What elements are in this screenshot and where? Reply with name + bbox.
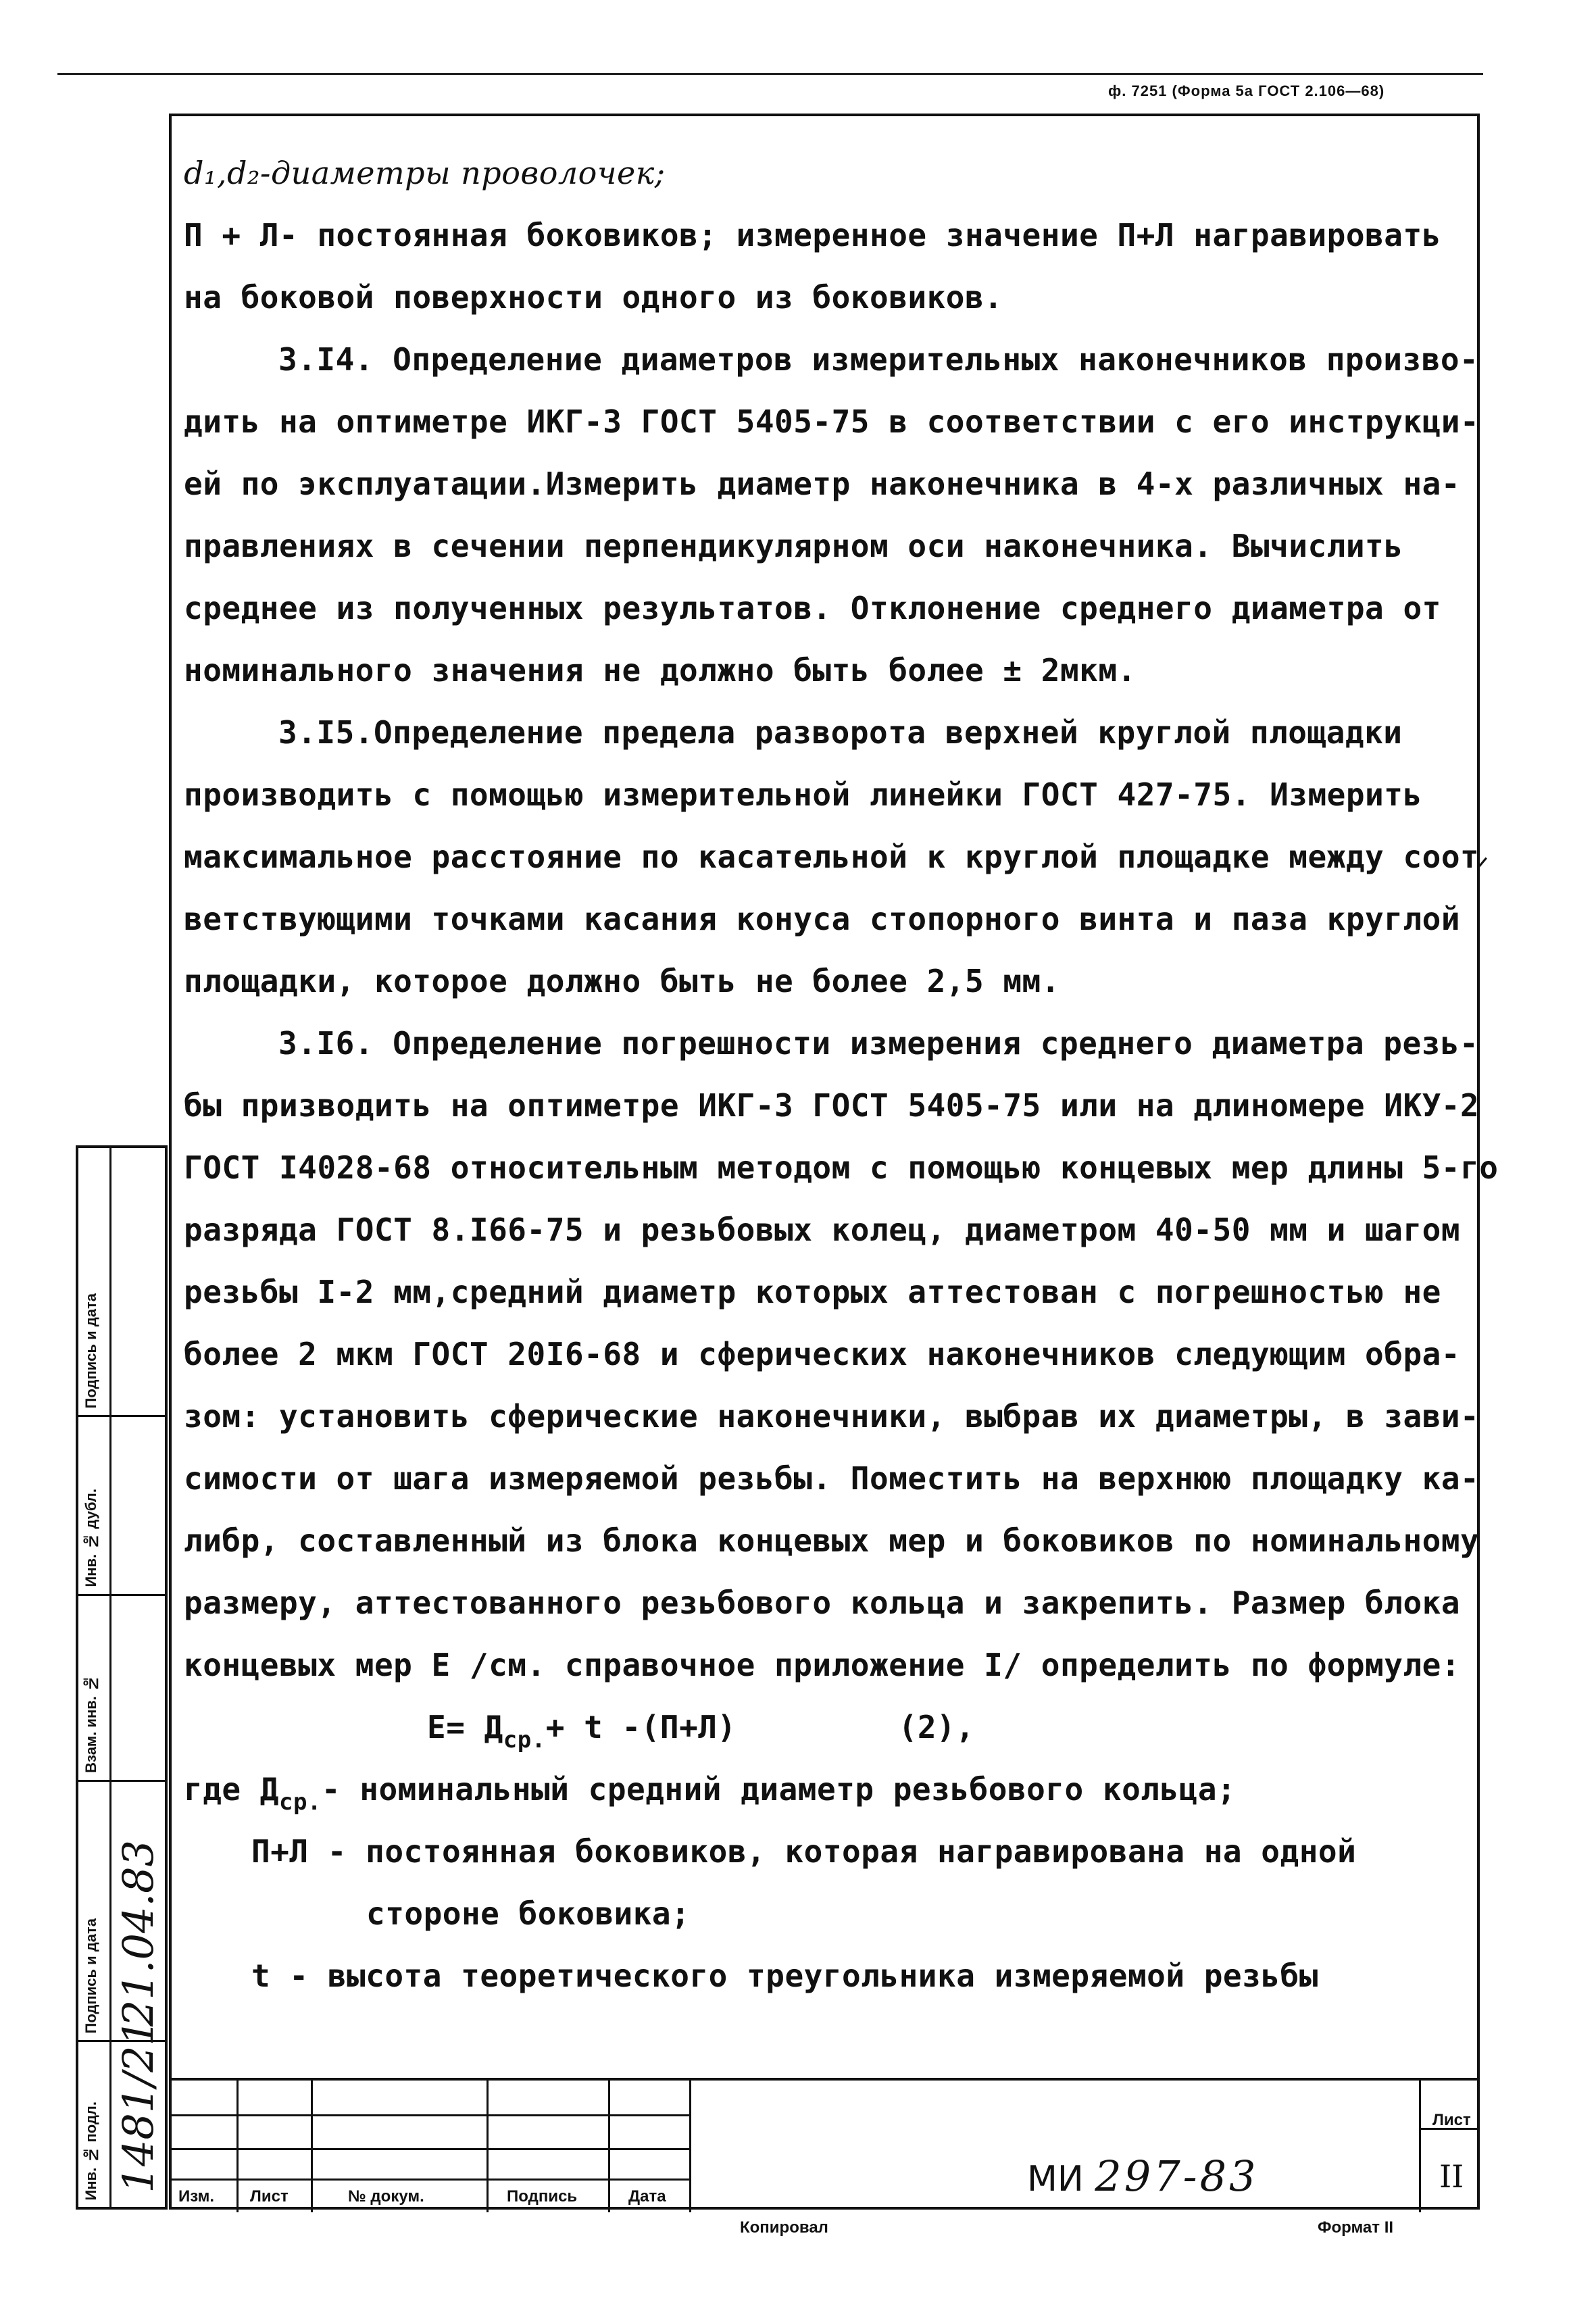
definition-height: t - высота теоретического треугольника измеряемой резьбы [251,1958,1318,1994]
text-line-15: 3.I6. Определение погрешности измерения среднего диаметра резь- [278,1025,1479,1062]
text-line-9: номинального значения не должно быть более ± 2мкм. [184,652,1137,689]
text-line-13: ветствующими точками касания конуса стопорного винта и паза круглой [184,901,1461,937]
text-line-10: 3.I5.Определение предела разворота верхней круглой площадки [278,714,1403,751]
text-line-20: более 2 мкм ГОСТ 20I6-68 и сферических наконечников следующим обра- [184,1336,1461,1372]
doc-prefix: МИ [1027,2159,1084,2199]
stamp-label: Инв. № дубл. [82,1489,99,1587]
tb-label-sign: Подпись [507,2187,578,2206]
sheet-label: Лист [1432,2111,1471,2129]
footer-copied: Копировал [740,2218,828,2237]
margin-stamp [76,1145,168,2210]
tb-row-line [169,2179,689,2181]
tb-col-line [1419,2081,1421,2212]
def1-subscript: ср. [278,1789,322,1816]
tb-col-line [487,2081,489,2212]
text-line-5: дить на оптиметре ИКГ-3 ГОСТ 5405-75 в соответствии с его инструкци- [184,403,1480,440]
def1-pre: где Д [184,1771,279,1808]
text-line-17: ГОСТ I4028-68 относительным методом с помощью концевых мер длины 5-го [184,1149,1499,1186]
text-line-23: либр, составленный из блока концевых мер и боковиков по номинальному [184,1522,1480,1559]
stamp-label: Инв. № подл. [82,2101,99,2200]
doc-number: 297-83 [1095,2151,1259,2201]
tb-label-doc: № докум. [348,2187,424,2206]
tb-label-change: Изм. [178,2187,215,2206]
text-line-6: ей по эксплуатации.Измерить диаметр наконечника в 4-х различных на- [184,466,1461,502]
tb-col-line [608,2081,610,2212]
formula-number: (2), [898,1709,975,1745]
text-line-16: бы призводить на оптиметре ИКГ-3 ГОСТ 5405-75 или на длиномере ИКУ-2 [184,1087,1480,1124]
form-label: ф. 7251 (Форма 5а ГОСТ 2.106—68) [1108,82,1385,99]
stamp-divider [109,1594,111,1780]
title-block [169,2078,1480,2212]
stamp-handwritten-inv: 1481/21 [114,2019,163,2193]
definition-diameter [184,1758,1478,1820]
tb-col-line [689,2081,691,2212]
document-body [184,142,1499,2007]
stamp-divider [109,1780,111,2040]
text-line-7: правлениях в сечении перпендикулярном оси наконечника. Вычислить [184,528,1403,564]
text-line-8: среднее из полученных результатов. Отклонение среднего диаметра от [184,590,1441,626]
text-line-21: зом: установить сферические наконечники, выбрав их диаметры, в зави- [184,1398,1480,1435]
text-line-14: площадки, которое должно быть не более 2,5 мм. [184,963,1060,999]
formula [184,1696,1478,1758]
text-line-24: размеру, аттестованного резьбового кольца и закрепить. Размер блока [184,1585,1461,1621]
text-line-11: производить с помощью измерительной линейки ГОСТ 427-75. Измерить [184,776,1422,813]
stamp-orig-inv [78,2019,165,2207]
stamp-label: Подпись и дата [82,1293,99,1408]
text-line-19: резьбы I-2 мм,средний диаметр которых аттестован с погрешностью не [184,1274,1441,1310]
text-line-3: на боковой поверхности одного из боковиков. [184,279,1003,316]
formula-lhs: Е= Д [427,1709,503,1745]
sheet-number: II [1439,2158,1464,2195]
tb-col-line [236,2081,239,2212]
formula-rest: + t -(П+Л) [545,1709,737,1745]
tb-row-line [169,2148,689,2150]
stamp-handwritten-date: 21.04.83 [114,1839,163,2026]
text-line-2: П + Л- постоянная боковиков; измеренное значение П+Л награвировать [184,217,1441,253]
text-line-4: 3.I4. Определение диаметров измерительных наконечников произво- [278,341,1479,378]
stamp-signature-date-2 [78,1780,165,2042]
stamp-label: Подпись и дата [82,1918,99,2033]
tb-col-line [311,2081,313,2212]
stamp-replace-inv [78,1594,165,1782]
stamp-label: Взам. инв. № [82,1675,99,1773]
stamp-divider [109,2040,111,2207]
definition-constant-cont: стороне боковика; [366,1895,691,1932]
top-rule [57,73,1483,75]
tb-row-line [169,2114,689,2116]
tb-label-sheet: Лист [250,2187,289,2206]
tb-label-date: Дата [628,2187,666,2206]
definition-constant: П+Л - постоянная боковиков, которая награвирована на одной [251,1833,1357,1870]
stamp-dup-inv [78,1415,165,1596]
text-line-18: разряда ГОСТ 8.I66-75 и резьбовых колец, диаметром 40-50 мм и шагом [184,1212,1461,1248]
stamp-divider [109,1415,111,1594]
margin-tick-mark: ᐟ [1476,851,1489,886]
stamp-divider [109,1148,111,1415]
formula-subscript: ср. [503,1726,546,1753]
document-code [1027,2151,1258,2201]
text-line-25: концевых мер Е /см. справочное приложение I/ определить по формуле: [184,1647,1461,1683]
footer-format: Формат II [1318,2218,1394,2237]
def1-text: - номинальный средний диаметр резьбового кольца; [321,1771,1237,1808]
stamp-signature-date [78,1148,165,1417]
text-line-1: d₁,d₂-диаметры проволочек; [184,155,666,191]
text-line-22: симости от шага измеряемой резьбы. Поместить на верхнюю площадку ка- [184,1460,1480,1497]
text-line-12: максимальное расстояние по касательной к круглой площадке между соот [184,839,1480,875]
